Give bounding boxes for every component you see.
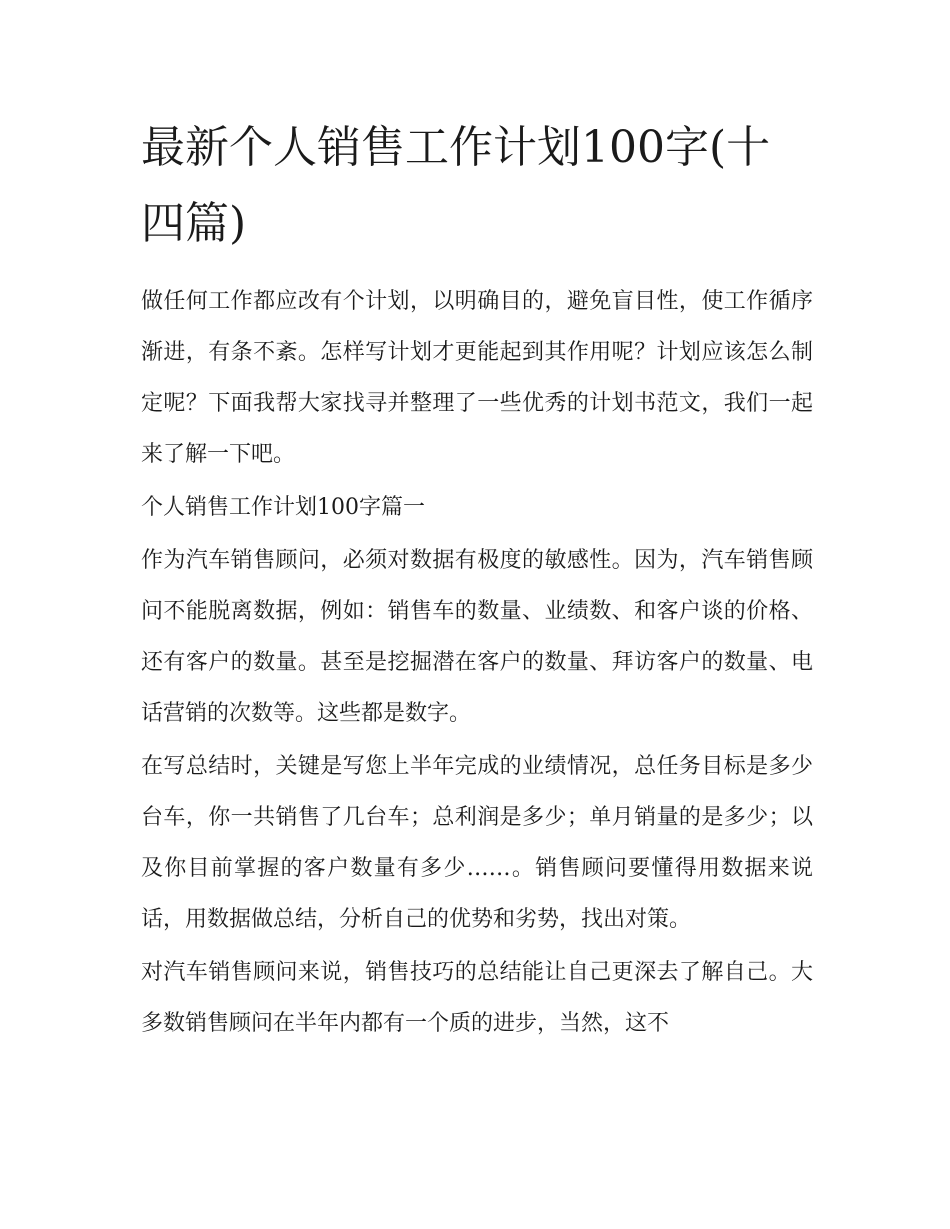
intro-paragraph: 做任何工作都应改有个计划，以明确目的，避免盲目性，使工作循序渐进，有条不紊。怎样写计划才更能起到其作用呢？计划应该怎么制定呢？下面我帮大家找寻并整理了一些优秀的计划书范文，我们一起来了解一下吧。 — [141, 289, 813, 467]
body-paragraph: 对汽车销售顾问来说，销售技巧的总结能让自己更深去了解自己。大多数销售顾问在半年内都有一个质的进步，当然，这不 — [141, 960, 813, 1036]
body-paragraph: 作为汽车销售顾问，必须对数据有极度的敏感性。因为，汽车销售顾问不能脱离数据，例如：销售车的数量、业绩数、和客户谈的价格、还有客户的数量。甚至是挖掘潜在客户的数量、拜访客户的数量、电话营销的次数等。这些都是数字。 — [141, 548, 813, 726]
section-heading: 个人销售工作计划100字篇一 — [141, 495, 425, 520]
document-body — [141, 110, 813, 1051]
body-paragraph: 在写总结时，关键是写您上半年完成的业绩情况，总任务目标是多少台车，你一共销售了几台车；总利润是多少；单月销量的是多少；以及你目前掌握的客户数量有多少……。销售顾问要懂得用数据来说话，用数据做总结，分析自己的优势和劣势，找出对策。 — [141, 754, 813, 932]
document-title: 最新个人销售工作计划100字(十四篇) — [141, 122, 771, 249]
